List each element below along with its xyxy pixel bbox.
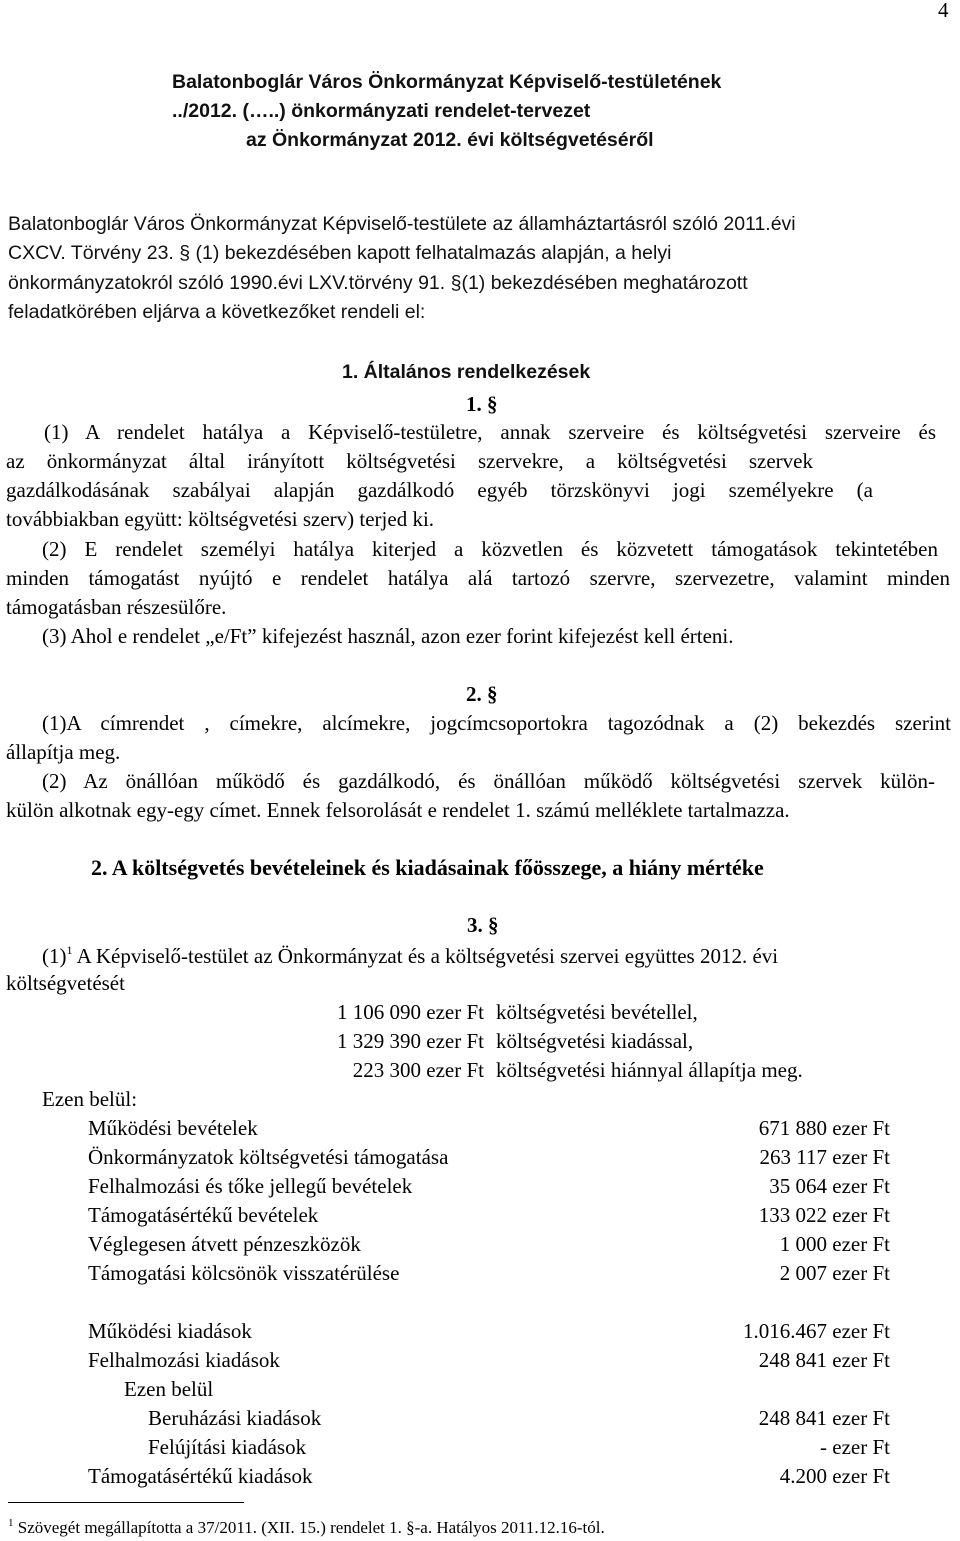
p3-line: (3) Ahol e rendelet „e/Ft” kifejezést használ, azon ezer forint kifejezést kell érteni.	[42, 624, 734, 648]
income-value: 1 000 ezer Ft	[779, 1232, 890, 1256]
preamble-line-3: önkormányzatokról szóló 1990.évi LXV.törvény 91. §(1) bekezdésében meghatározott	[8, 272, 748, 294]
income-value: 2 007 ezer Ft	[779, 1261, 890, 1285]
p2-line-2: minden támogatást nyújtó e rendelet hatálya alá tartozó szervre, szervezetre, valamint minden	[6, 566, 950, 590]
footnote-marker: 1	[8, 1517, 14, 1529]
expense-value: - ezer Ft	[820, 1435, 890, 1459]
preamble-line-2: CXCV. Törvény 23. § (1) bekezdésében kapott felhatalmazás alapján, a helyi	[8, 242, 672, 264]
expense-label: Felhalmozási kiadások	[88, 1348, 280, 1372]
income-value: 133 022 ezer Ft	[758, 1203, 890, 1227]
p31-rest: A Képviselő-testület az Önkormányzat és a költségvetési szervei együttes 2012. évi	[72, 944, 779, 968]
p22-line-1: (2) Az önállóan működő és gazdálkodó, és önállóan működő költségvetési szervek külön-	[42, 769, 935, 793]
p2-line-1: (2) E rendelet személyi hatálya kiterjed a közvetlen és közvetett támogatások tekintetében	[42, 537, 938, 561]
title-line-3: az Önkormányzat 2012. évi költségvetéséről	[246, 129, 654, 151]
total-desc: költségvetési hiánnyal állapítja meg.	[496, 1058, 803, 1082]
expense-label: Beruházási kiadások	[148, 1406, 322, 1430]
page-number: 4	[938, 0, 949, 22]
expense-value: 248 841 ezer Ft	[758, 1406, 890, 1430]
expense-label: Támogatásértékű kiadások	[88, 1464, 313, 1488]
p1-line-3: gazdálkodásának szabályai alapján gazdálkodó egyéb törzskönyvi jogi személyekre (a	[6, 478, 873, 502]
total-desc: költségvetési kiadással,	[496, 1029, 694, 1053]
paragraph-2-label: 2. §	[466, 682, 498, 706]
p31-line-1	[42, 944, 955, 967]
expense-value: 4.200 ezer Ft	[779, 1464, 890, 1488]
income-label: Támogatási kölcsönök visszatérülése	[88, 1261, 400, 1285]
p22-line-2: külön alkotnak egy-egy címet. Ennek felsorolását e rendelet 1. számú melléklete tartalmazza.	[6, 798, 790, 822]
income-value: 35 064 ezer Ft	[769, 1174, 890, 1198]
expense-sub-heading: Ezen belül	[124, 1377, 214, 1401]
total-amount: 1 329 390 ezer Ft	[337, 1029, 484, 1053]
income-label: Támogatásértékű bevételek	[88, 1203, 319, 1227]
income-value: 263 117 ezer Ft	[759, 1145, 890, 1169]
p1-line-1: (1) A rendelet hatálya a Képviselő-testületre, annak szerveire és költségvetési szerveire és	[44, 420, 936, 444]
p31-line-2: költségvetését	[6, 971, 125, 995]
total-desc: költségvetési bevétellel,	[496, 1000, 698, 1024]
total-amount: 1 106 090 ezer Ft	[337, 1000, 484, 1024]
income-label: Felhalmozási és tőke jellegű bevételek	[88, 1174, 413, 1198]
paragraph-3-label: 3. §	[467, 913, 499, 937]
expense-value: 1.016.467 ezer Ft	[743, 1319, 890, 1343]
footnote-divider	[8, 1502, 244, 1503]
preamble-line-4: feladatkörében eljárva a következőket rendeli el:	[8, 301, 426, 323]
p21-line-1: (1)A címrendet , címekre, alcímekre, jogcímcsoportokra tagozódnak a (2) bekezdés szerint	[42, 711, 951, 735]
income-value: 671 880 ezer Ft	[758, 1116, 890, 1140]
footnote-ref: 1	[66, 943, 73, 957]
p1-line-2: az önkormányzat által irányított költségvetési szervekre, a költségvetési szervek	[6, 449, 813, 473]
p21-line-2: állapítja meg.	[6, 740, 121, 764]
p1-line-4: továbbiakban együtt: költségvetési szerv) terjed ki.	[6, 507, 435, 531]
income-label: Működési bevételek	[88, 1116, 258, 1140]
total-amount: 223 300 ezer Ft	[352, 1058, 484, 1082]
title-line-1: Balatonboglár Város Önkormányzat Képviselő-testületének	[172, 71, 722, 93]
expense-label: Felújítási kiadások	[148, 1435, 307, 1459]
section-2-heading: 2. A költségvetés bevételeinek és kiadásainak főösszege, a hiány mértéke	[91, 855, 764, 880]
paragraph-1-label: 1. §	[466, 392, 498, 416]
section-1-heading: 1. Általános rendelkezések	[342, 361, 591, 383]
footnote	[8, 1518, 605, 1536]
income-label: Önkormányzatok költségvetési támogatása	[88, 1145, 449, 1169]
p31-prefix: (1)	[42, 944, 67, 968]
title-line-2: ../2012. (…..) önkormányzati rendelet-tervezet	[172, 100, 591, 122]
within-label: Ezen belül:	[42, 1087, 138, 1111]
expense-value: 248 841 ezer Ft	[758, 1348, 890, 1372]
preamble-line-1: Balatonboglár Város Önkormányzat Képviselő-testülete az államháztartásról szóló 2011.évi	[8, 213, 796, 235]
income-label: Véglegesen átvett pénzeszközök	[88, 1232, 361, 1256]
p2-line-3: támogatásban részesülőre.	[6, 595, 227, 619]
expense-label: Működési kiadások	[88, 1319, 252, 1343]
footnote-text: Szövegét megállapította a 37/2011. (XII. 15.) rendelet 1. §-a. Hatályos 2011.12.16-tól.	[13, 1518, 605, 1537]
